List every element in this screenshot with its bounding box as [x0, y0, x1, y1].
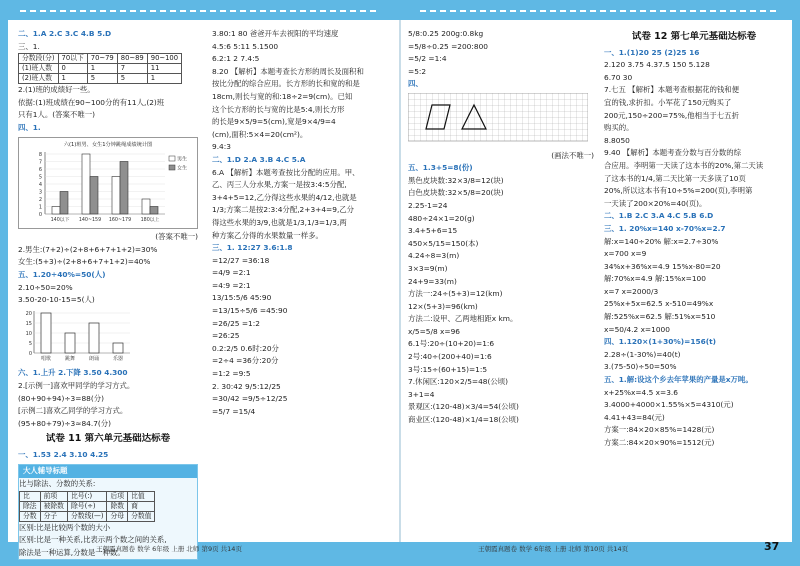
- y-tick-label: 3: [38, 188, 42, 195]
- x-tick-label: 180以上: [140, 217, 160, 223]
- answer-line: =5/8÷0.25 =200:800: [408, 41, 488, 51]
- tips-header: 大人辅导标题: [19, 465, 197, 478]
- table-cell: 比值: [128, 491, 155, 501]
- bar: [52, 206, 60, 214]
- answer-note: (答案不唯一): [155, 232, 198, 242]
- answer-line: 5/8:0.25 200g:0.8kg: [408, 29, 484, 38]
- answer-line: 3+4+5=12,乙分得这些水果的4/12,也就是: [212, 192, 357, 202]
- answer-line: 四、1.: [18, 122, 41, 132]
- answer-line: (80+90+94)÷3=88(分): [18, 393, 105, 403]
- answer-line: 200元,150÷200=75%,他相当于七五折: [604, 110, 739, 120]
- answer-line: 0.2:2/5 0.6时:20分: [212, 343, 279, 353]
- x-tick-label: 跳舞: [64, 355, 76, 362]
- answer-line: 按比分配的综合应用。长方形的长和宽的和是: [212, 79, 360, 89]
- answer-line: 6.A 【解析】本题考查按比分配的应用。甲、: [212, 167, 360, 177]
- answer-line: 12×(5+3)=96(km): [408, 301, 478, 311]
- exam-title-11: 试卷 11 第六单元基础达标卷: [45, 433, 171, 445]
- y-tick-label: 6: [38, 166, 42, 173]
- answer-line: x+25%x=4.5 x=3.6: [604, 387, 678, 397]
- table-cell: 分子: [40, 511, 67, 521]
- answer-line: =13/15÷5/6 =45:90: [212, 306, 288, 316]
- answer-line: =12/27 =36:18: [212, 255, 270, 265]
- answer-line: =1:2 =9:5: [212, 369, 251, 379]
- table-cell: 后项: [107, 491, 128, 501]
- tips-line: 区别:比是比较两个数的大小: [19, 522, 111, 532]
- y-tick-label: 7: [38, 158, 42, 165]
- answer-line: 方案一:84×20×85%=1428(元): [604, 425, 715, 435]
- answer-line: 8.20 【解析】本题考查长方形的周长及面积和: [212, 66, 364, 76]
- answer-line: 了这本书的1/4,第二天比第一天多读了10页: [604, 173, 746, 183]
- answer-line: 20%,所以这本书有10÷5%=200(页),李明第: [604, 186, 753, 196]
- answer-line: =30/42 =9/5÷12/25: [212, 394, 288, 404]
- table-header: 70以下: [58, 54, 87, 64]
- answer-line: =26:25: [212, 331, 240, 341]
- answer-line: =5/7 =15/4: [212, 406, 256, 416]
- answer-line: 白色皮块数:32×5/8=20(块): [408, 188, 504, 198]
- answer-line: 3.4000+4000×1.55%×5=4310(元): [604, 400, 734, 410]
- table-cell: 商: [128, 501, 155, 511]
- answer-line: 1/3;方案二是按2:3:4分配,2+3+4=9,乙分: [212, 205, 355, 215]
- answer-line: 女生:(5+3)÷(2+8+6+7+1+2)=40%: [18, 257, 151, 267]
- answer-line: 景观区:(120-48)×3/4=54(公顷): [408, 402, 519, 412]
- answer-note: (画法不唯一): [551, 150, 594, 160]
- answer-line: [示例二]喜欢乙同学的学习方式。: [18, 406, 128, 416]
- answer-line: 二、1.A 2.C 3.C 4.B 5.D: [18, 29, 112, 38]
- answer-line: 25%x+5x=62.5 x-510=49%x: [604, 299, 714, 309]
- legend-swatch: [169, 156, 175, 161]
- answer-line: 四、1.120×(1+30%)=156(t): [604, 337, 717, 347]
- x-tick-label: 唱歌: [40, 355, 52, 362]
- answer-line: 7.七五 【解析】本题考查根据花的钱和便: [604, 85, 740, 95]
- legend-label: 男生: [177, 156, 188, 163]
- answer-line: 五、1.20÷40%=50(人): [18, 269, 106, 279]
- top-dash-left: [20, 10, 380, 12]
- x-tick-label: 140以下: [50, 217, 70, 223]
- answer-line: 2.10÷50=20%: [18, 282, 73, 292]
- answer-line: x/5=5/8 x=96: [408, 326, 460, 336]
- answer-line: 解:x=140÷20% 解:x=2.7÷30%: [604, 236, 719, 246]
- answer-line: 乙、丙三人分水果,方案一是按3:4:5分配,: [212, 180, 347, 190]
- top-dash-right: [420, 10, 780, 12]
- answer-line: 6.70 30: [604, 72, 633, 82]
- y-tick-label: 15: [25, 320, 32, 327]
- answer-line: 3.(75-50)÷50=50%: [604, 362, 677, 372]
- answer-line: (95+80+79)÷3≈84.7(分): [18, 418, 112, 428]
- activity-chart-svg: [18, 307, 138, 363]
- bar: [142, 199, 150, 214]
- answer-line: 3×3=9(m): [408, 263, 448, 273]
- table-cell: 1: [87, 64, 117, 74]
- column-1: [18, 28, 198, 560]
- bar: [89, 323, 99, 353]
- answer-line: 7.休闲区:120×2/5=48(公顷): [408, 377, 509, 387]
- answer-line: 18cm,则长与宽的和:18÷2=9(cm)。已知: [212, 91, 353, 101]
- answer-line: 3+1=4: [408, 389, 435, 399]
- tips-line: 比与除法、分数的关系:: [19, 479, 96, 489]
- y-tick-label: 5: [28, 340, 32, 347]
- bar: [112, 176, 120, 214]
- answer-line: x=50/4.2 x=1000: [604, 324, 670, 334]
- footer-right: 王朝霞真题卷 数学 6年级 上册 北师 第10页 共14页: [478, 545, 629, 553]
- answer-line: 的长是9×5/9=5(cm),宽是9×4/9=4: [212, 117, 336, 127]
- table-cell: 比: [20, 491, 41, 501]
- answer-line: 3.50-20-10-15=5(人): [18, 295, 95, 305]
- table-cell: 比号(:): [67, 491, 107, 501]
- x-tick-label: 乐器: [112, 355, 124, 362]
- column-4: [604, 28, 784, 450]
- answer-line: 480÷24×1=20(g): [408, 213, 475, 223]
- y-tick-label: 2: [38, 196, 42, 203]
- table-cell: 5: [87, 74, 117, 84]
- answer-line: =5/2 =1:4: [408, 54, 447, 64]
- table-cell: 分母: [107, 511, 128, 521]
- answer-line: 解:70%x=4.9 解:15%x=100: [604, 274, 706, 284]
- y-tick-label: 0: [28, 350, 32, 357]
- answer-line: 4.5:6 5:11 5.1500: [212, 41, 279, 51]
- answer-line: 方案二:84×20×90%=1512(元): [604, 438, 715, 447]
- answer-line: x=7 x=2000/3: [604, 286, 659, 296]
- answer-line: 一、1.(1)20 25 (2)25 16: [604, 47, 700, 57]
- answer-line: 2.(1)班的成绩好一些。: [18, 85, 95, 95]
- answer-line: 解:525%x=62.5 解:51%x=510: [604, 312, 716, 322]
- answer-line: 种方案乙分得的水果数量一样多。: [212, 230, 323, 240]
- page-fold: [399, 20, 401, 542]
- answer-line: 三、1. 12:27 3.6:1.8: [212, 243, 293, 253]
- answer-line: 2.男生:(7+2)÷(2+8+6+7+1+2)=30%: [18, 244, 158, 254]
- answer-line: 只有1人。(答案不唯一): [18, 110, 95, 120]
- table-cell: 1: [58, 74, 87, 84]
- table-cell: 0: [58, 64, 87, 74]
- table-cell: 前项: [40, 491, 67, 501]
- answer-line: 一、1.53 2.4 3.10 4.25: [18, 449, 109, 459]
- answer-line: (cm),面积:5×4=20(cm²)。: [212, 129, 308, 139]
- answer-line: 2.[示例一]喜欢甲同学的学习方式。: [18, 380, 135, 390]
- answer-line: 购买的。: [604, 123, 634, 133]
- bar: [120, 161, 128, 214]
- score-table: [18, 53, 182, 84]
- table-cell: 11: [147, 64, 181, 74]
- page-number: 37: [764, 540, 780, 553]
- answer-line: 2.120 3.75 4.37.5 150 5.128: [604, 60, 710, 70]
- answer-line: 黑色皮块数:32×3/8=12(块): [408, 175, 504, 185]
- table-cell: 1: [147, 74, 181, 84]
- x-tick-label: 160~179: [108, 217, 132, 223]
- answer-line: =4/9 =2:1: [212, 268, 251, 278]
- table-cell: 被除数: [40, 501, 67, 511]
- drawing-grid-svg: [408, 93, 588, 143]
- table-cell: (2)班人数: [19, 74, 59, 84]
- y-tick-label: 1: [38, 203, 42, 210]
- y-tick-label: 10: [25, 330, 32, 337]
- y-tick-label: 4: [38, 181, 42, 188]
- tips-line: 除法是一种运算,分数是一种数。: [19, 547, 125, 557]
- answer-line: 方法一:24÷(5+3)=12(km): [408, 289, 503, 299]
- answer-line: 六、1.上升 2.下降 3.50 4.300: [18, 368, 128, 378]
- answer-line: 2.25-1=24: [408, 200, 448, 210]
- drawing-grid: [408, 93, 594, 148]
- bar: [113, 343, 123, 353]
- answer-line: 2. 30:42 9/5:12/25: [212, 381, 281, 391]
- answer-line: 450×5/15=150(本): [408, 238, 479, 248]
- chart-title: 六(1)班男、女生1分钟跳绳成绩统计图: [63, 141, 153, 148]
- tips-line: 区别:比是一种关系,比表示两个数之间的关系,: [19, 535, 167, 545]
- x-tick-label: 朗诵: [88, 355, 100, 362]
- answer-line: 三、1.: [18, 41, 40, 51]
- answer-line: 二、1.B 2.C 3.A 4.C 5.B 6.D: [604, 211, 714, 221]
- answer-line: =2÷4 =36分:20分: [212, 356, 279, 366]
- table-cell: 分数值: [128, 511, 155, 521]
- answer-line: 商业区:(120-48)×1/4=18(公顷): [408, 415, 519, 425]
- bar: [150, 206, 158, 214]
- answer-line: 依据:(1)班成绩在90~100分的有11人,(2)班: [18, 97, 165, 107]
- legend-label: 女生: [177, 165, 188, 172]
- y-tick-label: 20: [25, 310, 32, 317]
- answer-line: 合应用。李明第一天读了这本书的20%,第二天读: [604, 160, 764, 170]
- answer-line: 这个长方形的长与宽的比是5:4,则长方形: [212, 104, 345, 114]
- table-cell: 分数线(—): [67, 511, 107, 521]
- section-label: 四、: [408, 79, 423, 89]
- answer-line: =26/25 =1:2: [212, 318, 260, 328]
- answer-line: 二、1.D 2.A 3.B 4.C 5.A: [212, 154, 306, 164]
- answer-line: 9.40 【解析】本题考查分数与百分数的综: [604, 148, 742, 158]
- y-tick-label: 5: [38, 173, 42, 180]
- answer-line: 三、1. 20%x=140 x-70%x=2.7: [604, 223, 726, 233]
- column-3: [408, 28, 594, 427]
- table-cell: (1)班人数: [19, 64, 59, 74]
- x-tick-label: 140~159: [78, 217, 102, 223]
- answer-line: =5:2: [408, 66, 427, 76]
- answer-line: 24+9=33(m): [408, 276, 457, 286]
- answer-line: 6.2:1 2 7.4:5: [212, 54, 260, 64]
- jump-rope-chart-svg: [19, 138, 197, 224]
- table-cell: 分数: [20, 511, 41, 521]
- column-4-lines: [604, 47, 784, 450]
- answer-line: 2号:40÷(200+40)=1:6: [408, 352, 492, 362]
- answer-line: =4:9 =2:1: [212, 280, 251, 290]
- answer-line: 13/15:5/6 45:90: [212, 293, 272, 303]
- answer-line: 4.24÷8=3(m): [408, 251, 460, 261]
- answer-line: 五、1.解:设这个乡去年苹果的产量是x万吨。: [604, 375, 753, 385]
- answer-line: 6.1号:20÷(10+20)=1:6: [408, 339, 495, 349]
- answer-line: 3号:15÷(60+15)=1:5: [408, 364, 488, 374]
- table-cell: 除号(÷): [67, 501, 107, 511]
- answer-line: 8.8050: [604, 135, 630, 145]
- legend-swatch: [169, 165, 175, 170]
- answer-line: 宜的钱,求折扣。小军花了150元购买了: [604, 97, 732, 107]
- answer-line: 3.4+5+6=15: [408, 226, 458, 236]
- answer-line: 得这些水果的3/9,也就是1/3,1/3=1/3,两: [212, 217, 347, 227]
- answer-line: x=700 x=9: [604, 249, 647, 259]
- answer-line: 方法二:设甲、乙两地相距x km。: [408, 314, 518, 324]
- bar: [65, 333, 75, 353]
- jump-rope-chart: [18, 137, 198, 230]
- ratio-table: [19, 491, 155, 522]
- y-tick-label: 0: [38, 211, 42, 218]
- answer-line: 五、1.3+5=8(份): [408, 163, 473, 173]
- column-2: [212, 28, 396, 418]
- table-header: 90~100: [147, 54, 181, 64]
- bar: [60, 191, 68, 214]
- table-cell: 5: [117, 74, 147, 84]
- table-header: 80~89: [117, 54, 147, 64]
- answer-line: 一天读了200×20%=40(页)。: [604, 198, 707, 208]
- bar: [90, 176, 98, 214]
- answer-line: 34%x+36%x=4.9 15%x-80=20: [604, 261, 721, 271]
- table-cell: 除数: [107, 501, 128, 511]
- bar: [82, 154, 90, 214]
- column-3-lines: [408, 162, 594, 426]
- table-header: 70~79: [87, 54, 117, 64]
- answer-line: 9.4:3: [212, 142, 231, 152]
- y-tick-label: 8: [38, 151, 42, 158]
- answer-line: 2.28÷(1-30%)=40(t): [604, 349, 681, 359]
- bar: [41, 313, 51, 353]
- answer-line: 3.80:1 80 爸爸开车去祝阳的平均速度: [212, 29, 339, 38]
- table-header: 分数段(分): [19, 54, 59, 64]
- answer-line: 4.41+43=84(元): [604, 412, 665, 422]
- exam-title-12: 试卷 12 第七单元基础达标卷: [631, 31, 757, 42]
- footer-left: 王朝霞真题卷 数学 6年级 上册 北师 第9页 共14页: [96, 545, 242, 553]
- table-cell: 除法: [20, 501, 41, 511]
- table-cell: 7: [117, 64, 147, 74]
